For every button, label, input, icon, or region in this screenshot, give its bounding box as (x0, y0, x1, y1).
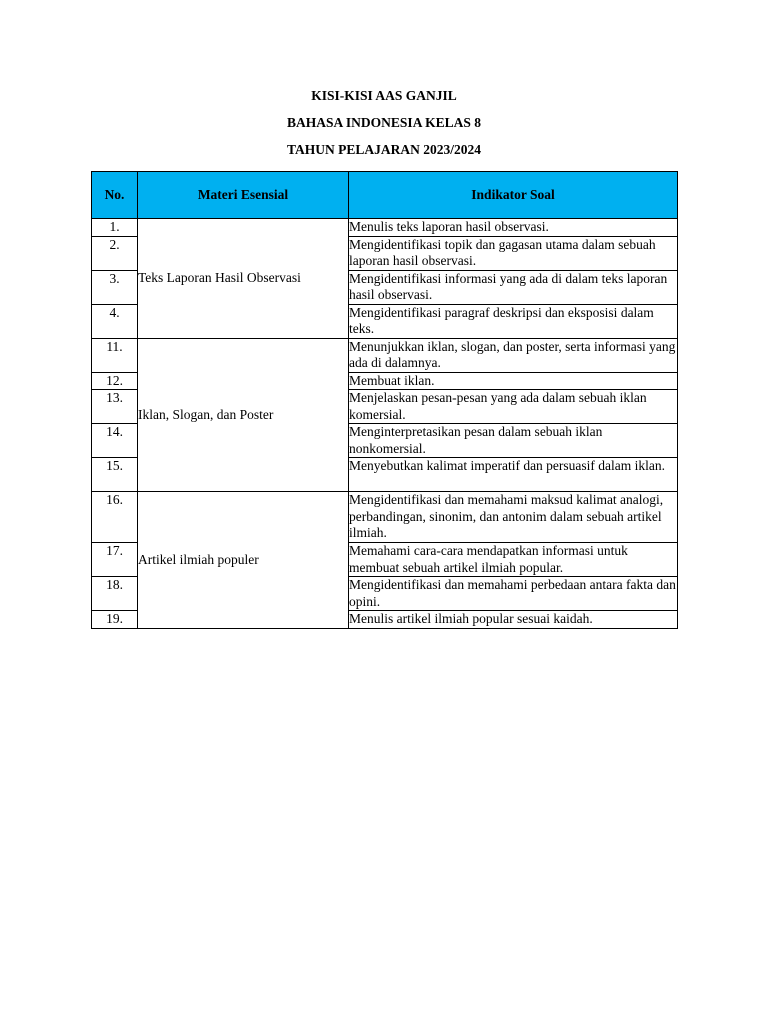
indikator-cell: Membuat iklan. (349, 372, 678, 390)
indikator-cell: Mengidentifikasi informasi yang ada di dalam teks laporan hasil observasi. (349, 270, 678, 304)
row-number: 13. (92, 390, 138, 424)
row-number: 18. (92, 577, 138, 611)
document-title (0, 86, 768, 167)
table-row (92, 219, 678, 237)
indikator-cell: Menulis teks laporan hasil observasi. (349, 219, 678, 237)
row-number: 16. (92, 492, 138, 543)
header-materi: Materi Esensial (138, 172, 349, 219)
table-row (92, 492, 678, 543)
row-number: 14. (92, 424, 138, 458)
kisi-kisi-table (91, 171, 678, 629)
indikator-cell: Mengidentifikasi paragraf deskripsi dan eksposisi dalam teks. (349, 304, 678, 338)
materi-cell: Artikel ilmiah populer (138, 492, 349, 629)
header-indikator: Indikator Soal (349, 172, 678, 219)
indikator-cell: Memahami cara-cara mendapatkan informasi untuk membuat sebuah artikel ilmiah popular. (349, 543, 678, 577)
row-number: 17. (92, 543, 138, 577)
materi-cell: Teks Laporan Hasil Observasi (138, 219, 349, 339)
row-number: 2. (92, 236, 138, 270)
indikator-cell: Menginterpretasikan pesan dalam sebuah iklan nonkomersial. (349, 424, 678, 458)
indikator-cell: Menjelaskan pesan-pesan yang ada dalam sebuah iklan komersial. (349, 390, 678, 424)
materi-cell: Iklan, Slogan, dan Poster (138, 338, 349, 492)
indikator-cell: Mengidentifikasi dan memahami perbedaan antara fakta dan opini. (349, 577, 676, 609)
title-line-1: KISI-KISI AAS GANJIL (311, 88, 457, 103)
row-number: 3. (92, 270, 138, 304)
row-number: 1. (92, 219, 138, 237)
indikator-cell: Mengidentifikasi topik dan gagasan utama dalam sebuah laporan hasil observasi. (349, 236, 678, 270)
row-number: 12. (92, 372, 138, 390)
row-number: 15. (92, 458, 138, 492)
row-number: 4. (92, 304, 138, 338)
row-number: 19. (92, 611, 138, 629)
table-header-row (92, 172, 678, 219)
title-line-3: TAHUN PELAJARAN 2023/2024 (286, 142, 481, 157)
title-line-2: BAHASA INDONESIA KELAS 8 (287, 115, 481, 130)
indikator-cell: Menyebutkan kalimat imperatif dan persuasif dalam iklan. (349, 458, 678, 492)
header-no: No. (92, 172, 138, 219)
indikator-cell: Menulis artikel ilmiah popular sesuai kaidah. (349, 611, 678, 629)
row-number: 11. (92, 338, 138, 372)
indikator-cell: Mengidentifikasi dan memahami maksud kalimat analogi, perbandingan, sinonim, dan antonim dalam sebuah artikel ilmiah. (349, 492, 678, 543)
table-row (92, 338, 678, 372)
indikator-cell: Menunjukkan iklan, slogan, dan poster, serta informasi yang ada di dalamnya. (349, 338, 678, 372)
